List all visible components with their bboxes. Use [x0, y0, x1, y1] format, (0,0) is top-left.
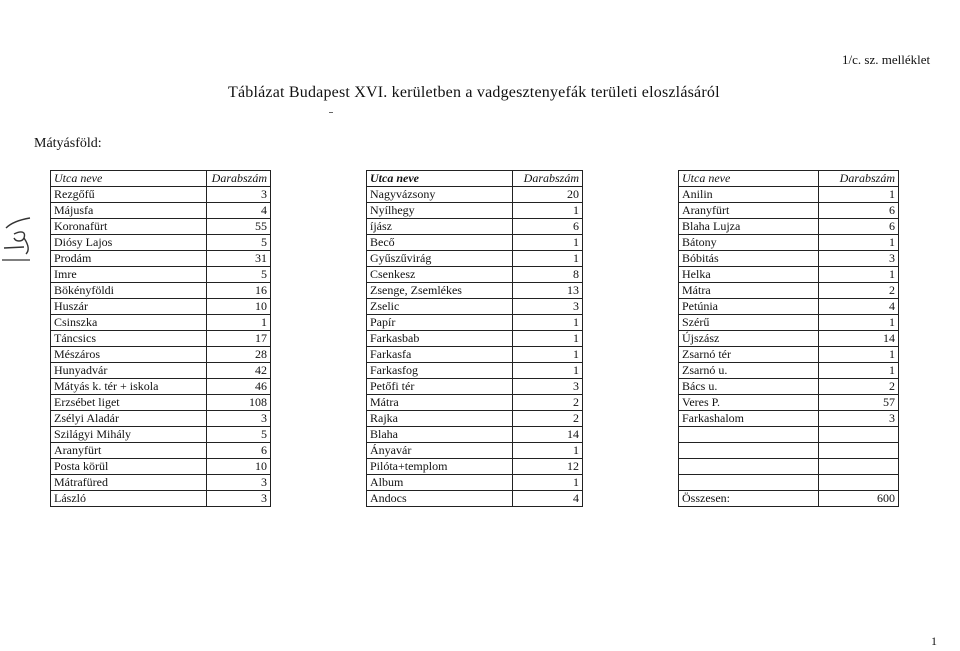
street-name-cell: Ányavár	[367, 443, 513, 459]
table-row	[679, 363, 899, 379]
street-name-cell: Papír	[367, 315, 513, 331]
table-row	[367, 219, 583, 235]
tree-count-cell: 3	[207, 187, 271, 203]
street-name-cell: Nyílhegy	[367, 203, 513, 219]
street-name-cell: Nagyvázsony	[367, 187, 513, 203]
tree-count-cell: 3	[513, 379, 583, 395]
table-row	[51, 475, 271, 491]
table-row	[51, 299, 271, 315]
table-row	[367, 187, 583, 203]
table-row	[51, 395, 271, 411]
tree-count-cell: 1	[513, 235, 583, 251]
table-row	[679, 379, 899, 395]
street-name-cell: Mátrafüred	[51, 475, 207, 491]
table-row	[679, 315, 899, 331]
tree-count-cell: 20	[513, 187, 583, 203]
street-name-cell: Rezgőfű	[51, 187, 207, 203]
table-row	[51, 219, 271, 235]
street-name-cell: Zselic	[367, 299, 513, 315]
street-name-cell: Májusfa	[51, 203, 207, 219]
tree-count-cell: 3	[207, 475, 271, 491]
street-table-1	[50, 170, 271, 507]
table-row	[679, 299, 899, 315]
street-name-cell: László	[51, 491, 207, 507]
table-body	[51, 187, 271, 507]
table-row	[367, 331, 583, 347]
table-row	[367, 299, 583, 315]
tree-count-cell: 4	[207, 203, 271, 219]
street-name-cell	[679, 475, 819, 491]
page-title: Táblázat Budapest XVI. kerületben a vadgesztenyefák területi eloszlásáról	[228, 84, 720, 101]
street-name-cell: Farkashalom	[679, 411, 819, 427]
table-row	[679, 235, 899, 251]
street-name-cell: Veres P.	[679, 395, 819, 411]
table-row	[51, 235, 271, 251]
table-row	[51, 347, 271, 363]
street-name-cell: Farkasfog	[367, 363, 513, 379]
tree-count-cell: 6	[819, 219, 899, 235]
tree-count-cell: 1	[513, 347, 583, 363]
street-name-cell: Koronafürt	[51, 219, 207, 235]
table-row	[51, 363, 271, 379]
table-row	[51, 427, 271, 443]
table-row	[679, 475, 899, 491]
street-name-cell: Aranyfürt	[51, 443, 207, 459]
table-header-row	[51, 171, 271, 187]
street-name-cell: Posta körül	[51, 459, 207, 475]
street-name-cell: Huszár	[51, 299, 207, 315]
table-body	[679, 187, 899, 507]
table-row	[51, 443, 271, 459]
street-name-cell: Bács u.	[679, 379, 819, 395]
table-row	[679, 219, 899, 235]
page-number: 1	[931, 634, 937, 648]
street-name-cell: Blaha Lujza	[679, 219, 819, 235]
street-name-cell: Petúnia	[679, 299, 819, 315]
table-row	[367, 347, 583, 363]
street-name-cell	[679, 459, 819, 475]
tree-count-cell: 1	[207, 315, 271, 331]
tree-count-cell: 13	[513, 283, 583, 299]
table-row	[367, 363, 583, 379]
tree-count-cell: 6	[513, 219, 583, 235]
tree-count-cell: 3	[819, 251, 899, 267]
tree-count-cell: 1	[513, 251, 583, 267]
tree-count-cell: 55	[207, 219, 271, 235]
table-row	[51, 411, 271, 427]
table-row	[679, 459, 899, 475]
street-name-cell: Csinszka	[51, 315, 207, 331]
street-name-cell: Táncsics	[51, 331, 207, 347]
count-header: Darabszám	[207, 171, 271, 187]
table-row	[51, 251, 271, 267]
table-row	[367, 427, 583, 443]
street-name-cell: Bátony	[679, 235, 819, 251]
street-name-cell: Zsarnó u.	[679, 363, 819, 379]
street-name-cell: Farkasbab	[367, 331, 513, 347]
tree-count-cell: 31	[207, 251, 271, 267]
table-row	[51, 315, 271, 331]
tree-count-cell: 5	[207, 235, 271, 251]
street-name-cell: Diósy Lajos	[51, 235, 207, 251]
table-row	[367, 411, 583, 427]
street-name-cell: Csenkesz	[367, 267, 513, 283]
tree-count-cell: 1	[819, 347, 899, 363]
table-header-row	[367, 171, 583, 187]
street-name-cell: Anilin	[679, 187, 819, 203]
street-name-cell: Zsélyi Aladár	[51, 411, 207, 427]
table-row	[679, 283, 899, 299]
tree-count-cell: 42	[207, 363, 271, 379]
tree-count-cell: 2	[819, 379, 899, 395]
table-row	[679, 203, 899, 219]
stray-mark	[329, 112, 333, 113]
street-header: Utca neve	[367, 171, 513, 187]
street-name-cell: Pilóta+templom	[367, 459, 513, 475]
table-row	[367, 315, 583, 331]
tree-count-cell: 5	[207, 267, 271, 283]
table-row	[679, 187, 899, 203]
table-header-row	[679, 171, 899, 187]
tree-count-cell: 4	[819, 299, 899, 315]
street-name-cell: Bökényföldi	[51, 283, 207, 299]
table-row	[367, 491, 583, 507]
table-row	[367, 379, 583, 395]
table-row	[367, 459, 583, 475]
street-name-cell: Zsarnó tér	[679, 347, 819, 363]
street-name-cell: Gyűszűvirág	[367, 251, 513, 267]
street-name-cell: Szilágyi Mihály	[51, 427, 207, 443]
total-label: Összesen:	[679, 491, 819, 507]
street-name-cell: Helka	[679, 267, 819, 283]
table-row	[51, 491, 271, 507]
annex-label: 1/c. sz. melléklet	[842, 52, 931, 67]
tree-count-cell: 2	[819, 283, 899, 299]
tree-count-cell: 3	[207, 411, 271, 427]
street-name-cell: Hunyadvár	[51, 363, 207, 379]
tree-count-cell: 4	[513, 491, 583, 507]
tree-count-cell: 5	[207, 427, 271, 443]
street-name-cell: Petőfi tér	[367, 379, 513, 395]
count-header: Darabszám	[819, 171, 899, 187]
tree-count-cell: 1	[513, 475, 583, 491]
street-name-cell: Andocs	[367, 491, 513, 507]
tree-count-cell: 1	[513, 203, 583, 219]
street-name-cell: Mészáros	[51, 347, 207, 363]
street-name-cell: íjász	[367, 219, 513, 235]
street-name-cell: Rajka	[367, 411, 513, 427]
tree-count-cell	[819, 475, 899, 491]
table-row	[679, 251, 899, 267]
table-row	[51, 267, 271, 283]
table-row	[367, 267, 583, 283]
tree-count-cell: 10	[207, 299, 271, 315]
table-row	[51, 187, 271, 203]
street-name-cell: Mátyás k. tér + iskola	[51, 379, 207, 395]
tree-count-cell: 17	[207, 331, 271, 347]
handwritten-note-19	[0, 214, 44, 264]
table-row	[679, 267, 899, 283]
tree-count-cell: 1	[513, 443, 583, 459]
tree-count-cell: 2	[513, 395, 583, 411]
tree-count-cell: 1	[819, 315, 899, 331]
street-name-cell	[679, 443, 819, 459]
table-row	[51, 379, 271, 395]
street-name-cell	[679, 427, 819, 443]
street-name-cell: Aranyfürt	[679, 203, 819, 219]
table-row	[367, 203, 583, 219]
tree-count-cell: 6	[819, 203, 899, 219]
tree-count-cell: 3	[819, 411, 899, 427]
tree-count-cell: 6	[207, 443, 271, 459]
street-name-cell: Mátra	[367, 395, 513, 411]
tree-count-cell: 3	[513, 299, 583, 315]
count-header: Darabszám	[513, 171, 583, 187]
tree-count-cell	[819, 427, 899, 443]
table-row	[367, 475, 583, 491]
tree-count-cell	[819, 459, 899, 475]
tree-count-cell: 1	[819, 267, 899, 283]
tree-count-cell: 28	[207, 347, 271, 363]
street-header: Utca neve	[51, 171, 207, 187]
tree-count-cell: 108	[207, 395, 271, 411]
table-row	[367, 251, 583, 267]
total-row	[679, 491, 899, 507]
street-name-cell: Erzsébet liget	[51, 395, 207, 411]
table-row	[679, 347, 899, 363]
tree-count-cell: 14	[819, 331, 899, 347]
street-table-3	[678, 170, 899, 507]
tree-count-cell: 10	[207, 459, 271, 475]
table-row	[51, 459, 271, 475]
street-name-cell: Mátra	[679, 283, 819, 299]
tree-count-cell: 1	[513, 331, 583, 347]
tree-count-cell: 3	[207, 491, 271, 507]
tree-count-cell: 14	[513, 427, 583, 443]
street-table-2	[366, 170, 583, 507]
tree-count-cell: 46	[207, 379, 271, 395]
tree-count-cell: 1	[819, 235, 899, 251]
table-row	[679, 411, 899, 427]
street-name-cell: Album	[367, 475, 513, 491]
table-row	[367, 235, 583, 251]
tree-count-cell	[819, 443, 899, 459]
total-value: 600	[819, 491, 899, 507]
table-row	[679, 427, 899, 443]
tree-count-cell: 16	[207, 283, 271, 299]
table-row	[679, 443, 899, 459]
street-name-cell: Blaha	[367, 427, 513, 443]
tree-count-cell: 1	[513, 363, 583, 379]
table-row	[367, 443, 583, 459]
street-header: Utca neve	[679, 171, 819, 187]
tree-count-cell: 1	[819, 363, 899, 379]
table-row	[679, 331, 899, 347]
tree-count-cell: 8	[513, 267, 583, 283]
street-name-cell: Szérű	[679, 315, 819, 331]
street-name-cell: Prodám	[51, 251, 207, 267]
tree-count-cell: 2	[513, 411, 583, 427]
tree-count-cell: 1	[513, 315, 583, 331]
street-name-cell: Bóbitás	[679, 251, 819, 267]
table-row	[51, 331, 271, 347]
table-row	[367, 283, 583, 299]
tree-count-cell: 1	[819, 187, 899, 203]
street-name-cell: Zsenge, Zsemlékes	[367, 283, 513, 299]
table-row	[367, 395, 583, 411]
tree-count-cell: 12	[513, 459, 583, 475]
tree-count-cell: 57	[819, 395, 899, 411]
table-row	[51, 203, 271, 219]
street-name-cell: Becő	[367, 235, 513, 251]
table-body	[367, 187, 583, 507]
street-name-cell: Imre	[51, 267, 207, 283]
table-row	[51, 283, 271, 299]
street-name-cell: Farkasfa	[367, 347, 513, 363]
district-label: Mátyásföld:	[34, 136, 102, 151]
table-row	[679, 395, 899, 411]
street-name-cell: Újszász	[679, 331, 819, 347]
